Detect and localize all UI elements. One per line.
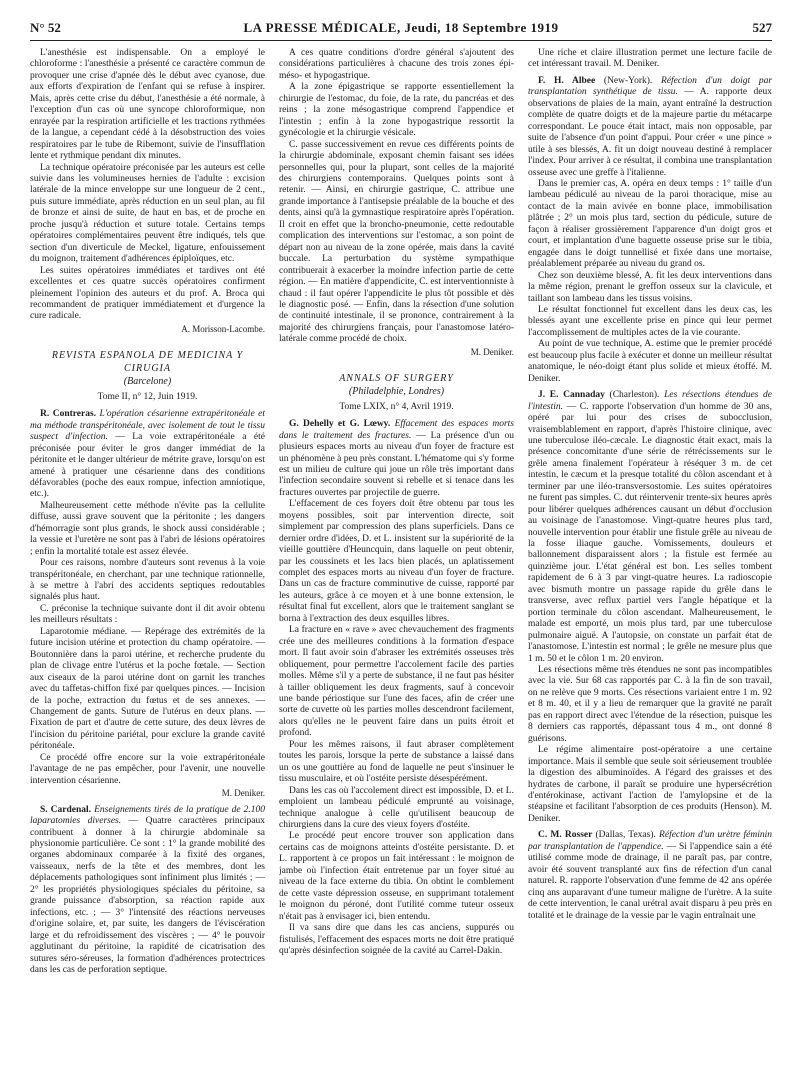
article-title: Réfection d'un doigt par transplantation synthétique de tissu.	[528, 75, 772, 98]
article-text: — La voie extrapéritonéale a été préconisée pour éviter le gros danger immédiat de la péritonite et le danger ultérieur de métrite grave, lorsqu'on est amené à pratiquer une césarienne dans des conditions défavorables (poche des eaux rompue, infection amniotique, etc.).	[30, 432, 265, 500]
signature: M. Deniker.	[613, 59, 660, 70]
issue-number: N° 52	[30, 20, 61, 35]
paragraph: Ce procédé offre encore sur la voie extrapéritonéale l'avantage de ne pas empêcher, pour l'avenir, une nouvelle intervention césarienne.	[30, 752, 265, 786]
article-place: (Dallas, Texas).	[595, 830, 656, 841]
paragraph: La technique opératoire préconisée par les auteurs est celle suivie dans les volumineuses hernies de l'adulte : excision latérale de la mince enveloppe sur une longueur de 2 cent., puis suture immédiate, après réduction en un seul plan, au fil de bronze et ainsi de suite, de haut en bas, et de proche en proche jusqu'à réduction et suture totale. Certains temps opératoires complémentaires peuvent être indiqués, tels que section d'un diverticule de Meckel, ligature, enfouissement du moignon, traitement d'adhérences épiploïques, etc.	[30, 162, 265, 265]
paragraph: Le procédé peut encore trouver son application dans certains cas de moignons atteints d'ostéite persistante. D. et L. rapportent à ce propos un fait intéressant : le moignon de jambe où l'infection était entretenue par un foyer situé au niveau de la face externe du tibia. On obtint le comblement de cette vaste dépression osseuse, en supprimant totalement le moignon du péroné, dont l'utilité comme tuteur osseux n'était pas à envisager ici, bien entendu.	[279, 831, 514, 922]
paragraph: Laparotomie médiane. — Repérage des extrémités de la future incision utérine et protection du champ opératoire. — Boutonnière dans la paroi utérine, et recherche prudente du plan de clivage entre l'utérus et la poche fœtale. — Section aux ciseaux de la paroi utérine dont on garnit les tranches avec du taffetas-chiffon fixé par quelques pinces. — Incision de la poche, extraction du fœtus et de ses annexes. — Changement de gants. Suture de l'utérus en deux plans. — Fixation de part et d'autre de cette suture, des deux lèvres de l'incision du péritoine pariétal, pour exclure la grande cavité péritonéale.	[30, 626, 265, 752]
journal-title: LA PRESSE MÉDICALE, Jeudi, 18 Septembre 1919	[243, 20, 559, 35]
journal-place: (Philadelphie, Londres)	[348, 386, 445, 398]
article-text: — Quatre caractères principaux contribuent à donner à la chirurgie abdominale sa physionomie particulière. Ce sont : 1° la grande mobilité des organes abdominaux comparée à la fixité des organes, vaisseaux, nerfs de la tête et des membres, dont les déplacements pathologiques sont infiniment plus limités ; — 2° les propriétés physiologiques spéciales du péritoine, sa grande puissance d'absorption, sa réaction rapide aux infections, etc. ; — 3° l'intensité des réactions nerveuses d'origine solaire, et, par suite, les dangers de l'éviscération large et du refroidissement des viscères ; — 4° le pouvoir agglutinant du péritoine, la rapidité de cicatrisation des sutures séro-séreuses, la formation d'adhérences protectrices dans les cas de perforation septique.	[30, 816, 265, 975]
article-text: — A. rapporte deux observations de plaies de la main, ayant entraîné la destruction complète de quatre doigts et de la majeure partie du métacarpe correspondant. Le pouce était intact, mais non opposable, par suite de l'absence d'un point d'appui. Pour créer « une pince » utile à ses blessés, A. fit un doigt nouveau destiné à remplacer l'index. Pour arriver à ce résultat, il combina une transplantation osseuse avec une greffe à l'italienne.	[528, 87, 772, 178]
paragraph: A la zone épigastrique se rapporte essentiellement la chirurgie de l'estomac, du foie, de la rate, du pancréas et des reins ; la zone mésogastrique comprend l'appendice et l'intestin ; enfin à la zone hypogastrique ressortit la gynécologie et la chirurgie vésicale.	[279, 82, 514, 139]
signature: A. Morisson-Lacombe.	[181, 323, 265, 334]
paragraph: C. préconise la technique suivante dont il dit avoir obtenu les meilleurs résultats :	[30, 603, 265, 626]
paragraph: Les résections même très étendues ne sont pas incompatibles avec la vie. Sur 68 cas rapportés par C. à la fin de son travail, on ne relève que 9 morts. Ces résections variaient entre 1 m. 92 et 8 m. 40, et il y a lieu de remarquer que la gravité ne paraît pas en rapport direct avec l'étendue de la résection, puisque les 8 derniers cas rapportés, dépassant tous 4 m., ont donné 8 guérisons.	[528, 665, 772, 744]
column-2	[279, 48, 514, 1072]
journal-issue: Tome LXIX, n° 4, Avril 1919.	[339, 401, 454, 412]
article-title: Enseignements tirés de la pratique de 2.100 laparatomies diverses.	[30, 804, 265, 827]
article-author: R. Contreras.	[40, 409, 97, 420]
journal-place: (Barcelone)	[123, 376, 172, 388]
paragraph: Pour les mêmes raisons, il faut abraser complètement toutes les parois, lorsque la perte de substance a laissé dans un os une gouttière au fond de laquelle ne peut s'insinuer le tissu musculaire, et où l'ostéite persiste désespérément.	[279, 739, 514, 785]
paragraph: La fracture en « rave » avec chevauchement des fragments crée une des meilleures conditions à la formation d'espace mort. Il faut avoir soin d'abraser les extrémités osseuses très obliquement, pour permettre l'accolement facile des parties molles. Même s'il y a perte de substance, il ne faut pas hésiter à tailler obliquement les deux fragments, sauf à concevoir une bande périostique sur l'une des faces, afin de créer une sorte de cuvette où les parties molles descendront facilement, alors qu'elles ne le peuvent faire dans un puits étroit et profond.	[279, 625, 514, 739]
paragraph: Le résultat fonctionnel fut excellent dans les deux cas, les blessés ayant une excellente prise en pince qui leur permet l'accomplissement de multiples actes de la vie courante.	[528, 304, 772, 338]
paragraph: L'anesthésie est indispensable. On a employé le chloroforme : l'anesthésie a présenté ce caractère commun de provoquer une crise d'apnée dès le début avec cyanose, due aux efforts d'expiration de l'enfant qui se refuse à inspirer. Mais, après cette crise du début, l'anesthésie a été normale, à l'exception d'un cas où une syncope chloroformique, non enrayée par la respiration artificielle et les tractions rythmées de la langue, a cependant cédé à la désobstruction des voies respiratoires par le tube de Ribemont, suivie de l'insufflation lente et rythmique pendant dix minutes.	[30, 48, 265, 162]
paragraph: L'effacement de ces foyers doit être obtenu par tous les moyens possibles, soit par intervention directe, soit simplement par compression des plans superficiels. Dans ce dernier ordre d'idées, D. et L. insistent sur la supériorité de la vieille gouttière d'Heuncquin, dans laquelle on peut obtenir, par les coussinets et les lacs bien placés, un aplatissement complet des espaces morts au niveau d'un foyer de fracture. Dans un cas de fracture comminutive de cuisse, rapporté par les auteurs, grâce à ce moyen et à une bonne extension, le résultat final fut excellent, alors que le traitement sanglant se borna à l'extraction des deux esquilles libres.	[279, 499, 514, 624]
paragraph: Dans les cas où l'accolement direct est impossible, D. et L. emploient un lambeau pédiculé emprunté au voisinage, technique analogue à celle qu'utilisent beaucoup de chirurgiens dans la cure des vieux foyers d'ostéite.	[279, 785, 514, 830]
article-author: F. H. Albee	[538, 75, 596, 86]
paragraph-text: Au point de vue technique, A. estime que le premier procédé est beaucoup plus facile à exécuter et donne un meilleur résultat anatomique, le néo-doigt étant plus solide et mieux étoffé.	[528, 339, 772, 373]
column-1	[30, 48, 265, 1072]
article-cannaday	[528, 390, 772, 665]
signature: M. Deniker.	[528, 802, 772, 824]
article-albee	[528, 76, 772, 179]
article-text: — Si l'appendice sain a été utilisé comme mode de drainage, il ne paraît pas, par contre, avoir été souvent transplanté aux fins de réfection d'un canal naturel. R. rapporte l'observation d'une femme de 42 ans opérée cinq ans auparavant d'une tumeur maligne de l'urètre. A la suite de cette intervention, le canal urétral avait disparu à peu près en totalité et le drainage de la vessie par le vagin entraînait une	[528, 841, 772, 921]
article-title: L'opération césarienne extrapéritonéale et ma méthode transpéritonéale, avec isolement de tout le tissu suspect d'infection.	[30, 409, 265, 443]
column-3	[528, 48, 772, 1072]
paragraph: Pour ces raisons, nombre d'auteurs sont revenus à la voie transpéritonéale, en cherchant, par une technique rationnelle, à se mettre à l'abri des accidents septiques redoutables signalés plus haut.	[30, 558, 265, 603]
paragraph-text: Le régime alimentaire post-opératoire a une certaine importance. Mais il semble que seule soit sérieusement troublée la digestion des albuminoïdes. A l'égard des graisses et des hydrates de carbone, il paraît se produire une hypersécrétion d'entérokinase, activant l'action de l'amylopsine et de la stéapsine et facilitant l'absorption de ces produits	[528, 745, 772, 813]
journal-issue: Tome II, n° 12, Juin 1919.	[97, 391, 198, 402]
page-header	[30, 18, 772, 41]
paragraph	[528, 339, 772, 385]
article-contreras	[30, 409, 265, 501]
article-author: J. E. Cannaday	[538, 390, 605, 401]
paragraph: Malheureusement cette méthode n'évite pas la cellulite diffuse, aussi grave souvent que la péritonite ; les dangers d'hémorragie sont plus grands, le shock aussi considérable ; la vessie et l'uretère ne sont pas à l'abri de lésions opératoires ; enfin la mortalité totale est assez élevée.	[30, 500, 265, 557]
paragraph: Dans le premier cas, A. opéra en deux temps : 1° taille d'un lambeau pédiculé au niveau de la paroi thoracique, mise au contact de la main avivée en bonne place, immobilisation plâtrée ; 2° un mois plus tard, section du pédicule, suture de façon à réaliser grossièrement l'apparence d'un doigt gros et court, et implantation d'une baguette osseuse prise sur le tibia, engagée dans le doigt tunnellisé et fixée dans une mortaise, préalablement préparée au niveau du grand os.	[528, 178, 772, 270]
signature: M. Deniker.	[221, 788, 265, 799]
paragraph: Il va sans dire que dans les cas anciens, suppurés ou fistulisés, l'effacement des espaces morts ne doit être pratiqué qu'après désinfection soignée de la cavité au Carrel-Dakin.	[279, 923, 514, 956]
article-cardenal	[30, 805, 265, 977]
article-title: Les résections étendues de l'intestin.	[528, 390, 772, 412]
paragraph-text: Une riche et claire illustration permet une lecture facile de cet intéressant travail.	[528, 48, 772, 70]
article-rosser	[528, 830, 772, 922]
article-title: Réfection d'un urètre féminin par transplantation de l'appendice.	[528, 830, 772, 852]
article-text: — La présence d'un ou plusieurs espaces morts au niveau d'un foyer de fracture est un phénomène à peu près constant. L'hématome qui s'y forme est un milieu de culture qui joue un rôle très important dans l'infection secondaire souvent si rebelle et si tenace dans les fractures ouvertes par projectile de guerre.	[279, 430, 514, 498]
signature: M. Deniker.	[470, 346, 514, 357]
journal-heading: ANNALS OF SURGERY	[339, 373, 454, 385]
signature: M. Deniker.	[528, 362, 772, 384]
article-author: G. Dehelly et G. Lœwy.	[289, 419, 391, 430]
paragraph: Les suites opératoires immédiates et tardives ont été excellentes et ces quatre succès opératoires confirment pleinement l'opinion des auteurs et du prof. A. Broca qui recommandent de pratiquer immédiatement et d'urgence la cure radicale.	[30, 265, 265, 322]
paragraph: Chez son deuxième blessé, A. fit les deux interventions dans la même région, prenant le greffon osseux sur la clavicule, et taillant son lambeau dans les tissus voisins.	[528, 270, 772, 304]
reference: (Henson).	[720, 802, 759, 813]
article-author: S. Cardenal.	[40, 804, 92, 815]
paragraph: C. passe successivement en revue ces différents points de la chirurgie abdominale, exposant chemin faisant ses idées personnelles qui, pour la plupart, sont celles de la majorité des chirurgiens contemporains. Quelques points sont à retenir. — Ainsi, en chirurgie gastrique, C. attribue une grande importance à l'antisepsie préalable de la bouche et des dents, ainsi qu'à la gymnastique respiratoire après l'opération. Il croit en effet que la broncho-pneumonie, cette redoutable complication des interventions sur l'estomac, a son point de départ non au niveau de la zone opérée, mais dans la cavité buccale. La perturbation du système sympathique contribuerait à exacerber la moindre infection partie de cette région. — En matière d'appendicite, C. est interventionniste à chaud : il faut opérer l'appendicite le plus tôt possible et dès le diagnostic posé. — Enfin, dans la résection d'une solution de continuité intestinale, il se prononce, contrairement à la majorité des chirurgiens français, pour l'anastomose latéro-latérale comme procédé de choix.	[279, 139, 514, 345]
article-dehelly	[279, 419, 514, 499]
paragraph: A ces quatre conditions d'ordre général s'ajoutent des considérations particulières à chacune des trois zones épi- méso- et hypogastrique.	[279, 48, 514, 81]
article-place: (New-York).	[603, 75, 653, 86]
journal-heading: REVISTA ESPANOLA DE MEDICINA Y CIRUGIA	[51, 350, 244, 375]
article-text: — C. rapporte l'observation d'un homme de 30 ans, opéré par lui pour des crises de subocclusion, vraisemblablement en rapport, d'après l'histoire clinique, avec une tuberculose iléo-cæcale. Le diagnostic était exact, mais la présence concomitante d'une série de rétrécissements sur le grêle amena finalement l'opérateur à réséquer 3 m. de cet intestin, le cæcum et la presque totalité du côlon ascendant et à terminer par une iléo-transversostomie. Les suites opératoires ne furent pas simples. C. dut réintervenir trente-six heures après pour libérer quelques adhérences causant un début d'occlusion au voisinage de l'anastomose. Vingt-quatre heures plus tard, nouvelle intervention pour établir une fistule grêle au niveau de la fosse iliaque gauche. Vomissements, douleurs et ballonnement disparaissent alors ; la fistule est fermée au quinzième jour. L'état général est bon. Les selles tombent rapidement de 6 à 3 par vingt-quatre heures. La radioscopie avec bismuth montre un passage rapide du grêle dans le transverse, avec reflux partiel vers l'angle hépatique et la portion terminale du côlon ascendant. Malheureusement, le malade est emporté, un mois plus tard, par une tuberculose pulmonaire aiguë. A l'autopsie, on constate un parfait état de l'anastomose. L'intestin est normal ; le grêle ne mesure plus que 1 m. 50 et le côlon 1 m. 20 environ.	[528, 401, 772, 664]
article-author: C. M. Rosser	[538, 830, 593, 841]
article-place: (Charleston).	[609, 390, 660, 401]
paragraph	[528, 48, 772, 71]
page-number: 527	[752, 20, 772, 35]
paragraph	[528, 745, 772, 825]
article-title: Effacement des espaces morts dans le traitement des fractures.	[279, 419, 514, 441]
